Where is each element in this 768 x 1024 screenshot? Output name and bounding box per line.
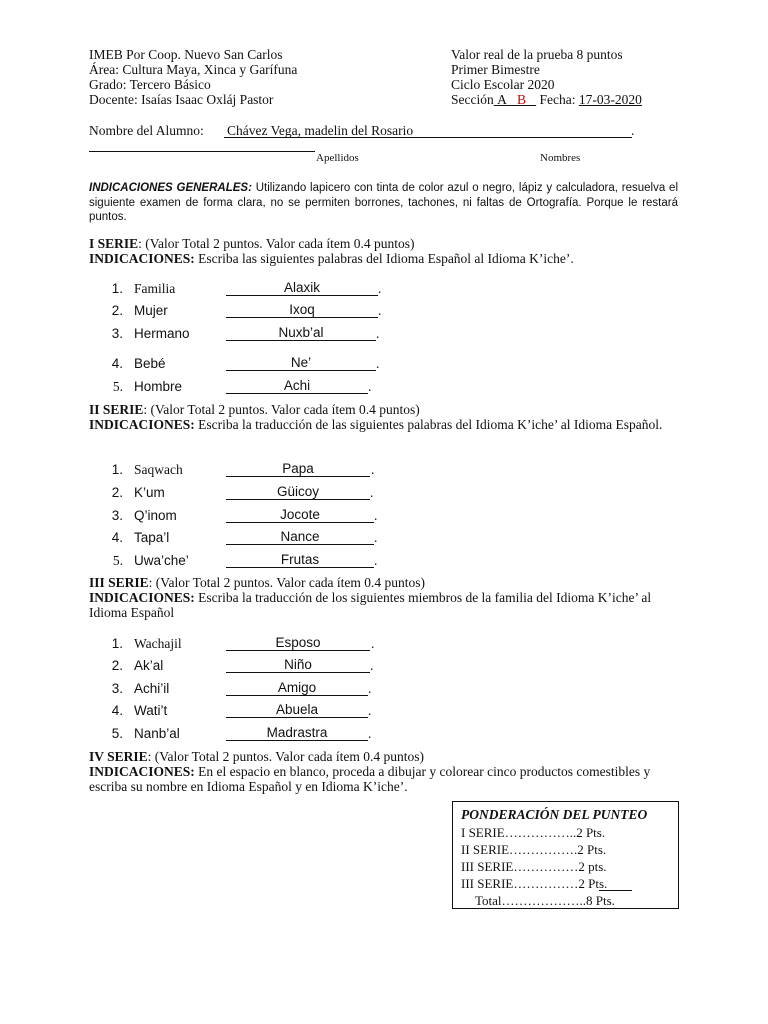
series-4-value: : (Valor Total 2 puntos. Valor cada ítem 0.4 puntos) [147,749,425,764]
test-value: Valor real de la prueba 8 puntos [451,47,623,62]
series-4-ind-text: En el espacio en blanco, proceda a dibujar y colorear cinco productos comestibles y escriba su nombre en Idioma Español y en Idioma K’iche’. [89,764,651,794]
series-3-value: : (Valor Total 2 puntos. Valor cada ítem 0.4 puntos) [148,575,426,590]
item-word: Achi’il [134,681,170,696]
exam-date: 17-03-2020 [578,92,642,107]
item-word: Hermano [134,326,190,341]
item-word: Q’inom [134,508,177,523]
student-name: Chávez Vega, madelin del Rosario [227,123,414,138]
item-word: Mujer [134,303,168,318]
series-3-ind-text: Escriba la traducción de los siguientes miembros de la familia del Idioma K’iche’ al Idioma Español [89,590,652,620]
subject-area: Área: Cultura Maya, Xinca y Garífuna [89,62,298,77]
scoring-row [461,876,607,891]
item-dot: . [370,485,374,500]
series-3-title: III SERIE [89,575,149,590]
series-4-heading [89,749,679,794]
student-name-line [224,137,632,138]
item-answer: Jocote [226,508,374,523]
series-2-value: : (Valor Total 2 puntos. Valor cada ítem 0.4 puntos) [143,402,420,417]
item-word: Bebé [134,356,166,371]
section-date-line [451,92,642,107]
item-dot: . [378,303,382,318]
item-number: 3. [111,681,123,696]
item-dot: . [368,726,372,741]
student-label: Nombre del Alumno: [89,123,204,138]
item-answer: Amigo [226,681,368,696]
item-number: 1. [111,636,123,651]
item-word: Uwa’che’ [134,553,189,568]
item-number: 5. [112,379,123,394]
item-dot: . [378,281,382,296]
item-word: Wachajil [134,636,182,651]
item-number: 5. [112,553,123,568]
student-name-dot: . [631,123,635,138]
series-1-title: I SERIE [89,236,139,251]
item-number: 2. [111,658,123,673]
item-word: Tapa’l [134,530,170,545]
scoring-total: Total………………..8 Pts. [475,893,615,908]
general-indications-text: Utilizando lapicero con tinta de color azul o negro, lápiz y calculadora, resuelva el siguiente examen de forma clara, no se permiten borrones, tachones, ni faltas de Ortografía. Porque le restará puntos. [89,182,679,223]
student-second-line [89,151,315,152]
item-answer: Abuela [226,703,368,718]
term: Primer Bimestre [451,62,540,77]
item-number: 2. [111,303,123,318]
series-4-title: IV SERIE [89,749,148,764]
surnames-caption: Apellidos [316,152,359,164]
item-number: 1. [111,281,123,296]
scoring-row: III SERIE……………2 pts. [461,859,607,874]
series-4-ind-label: INDICACIONES: [89,764,195,779]
item-number: 2. [111,485,123,500]
scoring-row-text: III SERIE……………2 Pts. [461,876,608,891]
series-2-ind-text: Escriba la traducción de las siguientes palabras del Idioma K’iche’ al Idioma Español. [198,417,663,432]
item-answer: Nuxb’al [226,326,376,341]
general-indications [89,181,678,225]
item-number: 4. [111,530,123,545]
item-answer: Ixoq [226,303,378,318]
item-word: K’um [134,485,165,500]
scoring-row: II SERIE…………….2 Pts. [461,842,607,857]
series-1-ind-text: Escriba las siguientes palabras del Idioma Español al Idioma K’iche’. [198,251,574,266]
item-answer: Papa [226,462,370,477]
item-word: Familia [134,281,176,296]
names-caption: Nombres [540,152,581,164]
item-answer: Achi [226,379,368,394]
item-word: Nanb’al [134,726,180,741]
series-3-ind-label: INDICACIONES: [89,590,195,605]
series-2-ind-label: INDICACIONES: [89,417,195,432]
item-number: 5. [111,726,123,741]
item-number: 4. [111,703,123,718]
school-year: Ciclo Escolar 2020 [451,77,555,92]
item-number: 3. [111,508,123,523]
grade: Grado: Tercero Básico [89,77,211,92]
item-dot: . [368,703,372,718]
item-number: 3. [111,326,123,341]
scoring-row-underline [599,890,632,891]
series-2-title: II SERIE [89,402,144,417]
scoring-title: PONDERACIÓN DEL PUNTEO [461,807,648,822]
series-2-heading [89,402,679,432]
item-answer: Alaxik [226,281,378,296]
item-dot: . [374,508,378,523]
item-number: 1. [111,462,123,477]
item-dot: . [370,658,374,673]
series-1-ind-label: INDICACIONES: [89,251,195,266]
scoring-box [452,801,679,909]
item-word: Wati’t [134,703,168,718]
teacher: Docente: Isaías Isaac Oxláj Pastor [89,92,274,107]
item-dot: . [368,379,372,394]
item-dot: . [376,326,380,341]
scoring-row: I SERIE……………..2 Pts. [461,825,606,840]
series-1-heading [89,236,679,266]
series-3-heading [89,575,679,620]
item-dot: . [371,636,375,651]
item-word: Saqwach [134,462,183,477]
item-answer: Esposo [226,636,370,651]
item-answer: Niño [226,658,370,673]
section-b: B [517,92,527,107]
item-number: 4. [111,356,123,371]
item-word: Ak’al [134,658,164,673]
item-dot: . [374,553,378,568]
series-1-value: : (Valor Total 2 puntos. Valor cada ítem 0.4 puntos) [138,236,415,251]
school-name: IMEB Por Coop. Nuevo San Carlos [89,47,283,62]
section-field [494,92,536,107]
date-label: Fecha: [539,92,576,107]
item-answer: Madrastra [226,726,368,741]
item-answer: Frutas [226,553,374,568]
section-a: A [497,92,507,107]
section-label: Sección [451,92,494,107]
item-answer: Güicoy [226,485,370,500]
general-indications-label: INDICACIONES GENERALES: [89,182,252,194]
item-dot: . [376,356,380,371]
item-dot: . [371,462,375,477]
item-dot: . [374,530,378,545]
item-word: Hombre [134,379,183,394]
item-answer: Nance [226,530,374,545]
item-answer: Ne’ [226,356,376,371]
item-dot: . [368,681,372,696]
